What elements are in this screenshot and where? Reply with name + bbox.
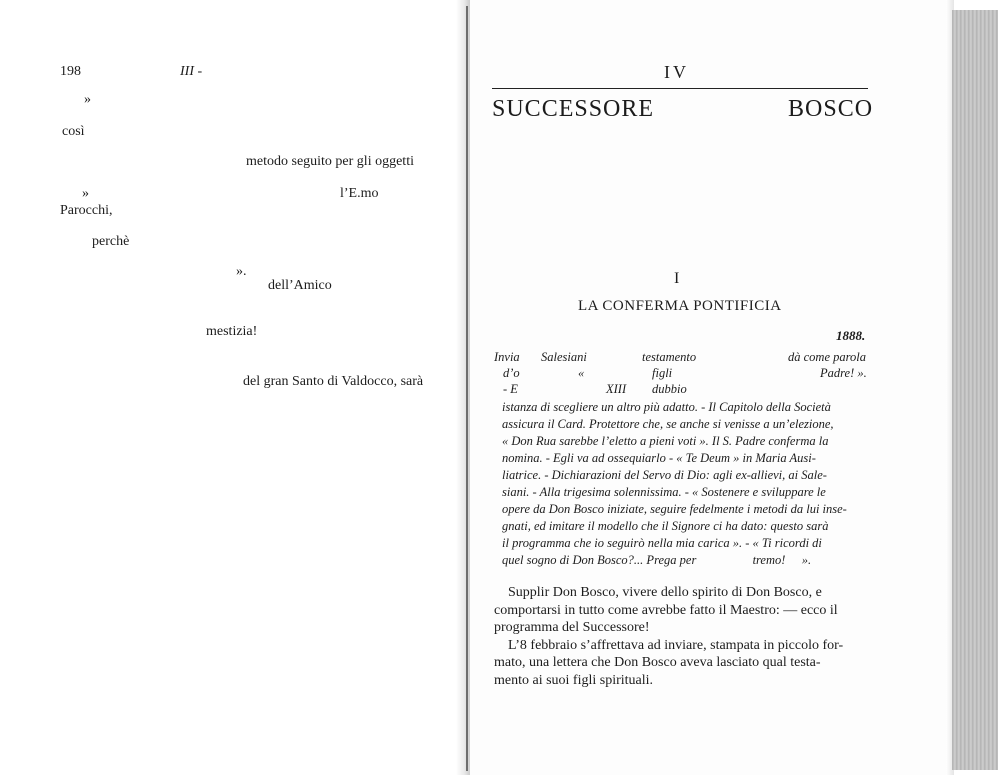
year-label: 1888. — [836, 328, 866, 343]
summary-fragment: XIII — [606, 382, 627, 396]
summary-fragment: testamento — [642, 350, 697, 364]
chapter-title-left: SUCCESSORE — [492, 96, 655, 122]
summary-fragment: - E — [503, 382, 518, 396]
header-rule — [492, 88, 868, 89]
body-line: mento ai suoi figli spirituali. — [494, 672, 654, 688]
text-fragment: » — [82, 186, 89, 201]
summary-fragment: dà come parola — [788, 350, 866, 364]
chapter-title-right: BOSCO — [788, 96, 874, 122]
summary-line: gnati, ed imitare il modello che il Signore ci ha dato: questo sarà — [502, 519, 829, 533]
body-text — [494, 584, 870, 689]
summary-line-last — [494, 552, 870, 569]
left-page — [0, 0, 466, 775]
summary-line: siani. - Alla trigesima solennissima. - « Sostenere e sviluppare le — [502, 485, 826, 499]
text-fragment: Parocchi, — [60, 203, 113, 218]
summary-line: opere da Don Bosco iniziate, seguire fedelmente i metodi da lui inse- — [502, 502, 847, 516]
gutter-line — [466, 6, 468, 771]
section-number: I — [674, 270, 680, 287]
text-fragment: ». — [236, 264, 247, 279]
chapter-number: IV — [664, 62, 689, 82]
page-number: 198 — [60, 64, 81, 79]
body-line: Supplir Don Bosco, vivere dello spirito di Don Bosco, e — [508, 585, 822, 600]
body-line: mato, una lettera che Don Bosco aveva lasciato qual testa- — [494, 655, 821, 670]
text-fragment: così — [62, 124, 85, 139]
summary-fragment: figli — [652, 366, 673, 380]
text-fragment: mestizia! — [206, 324, 258, 339]
summary-fragment: tremo! — [752, 553, 786, 567]
summary-fragment: dubbio — [652, 382, 687, 396]
chapter-summary — [494, 399, 870, 569]
text-fragment: perchè — [92, 234, 130, 249]
text-fragment: » — [84, 92, 91, 107]
summary-fragment: quel sogno di Don Bosco?... Prega per — [502, 553, 697, 567]
summary-fragment: « — [578, 366, 585, 380]
summary-fragment: Invia — [494, 350, 520, 364]
summary-line: istanza di scegliere un altro più adatto. - Il Capitolo della Società — [502, 400, 831, 414]
summary-fragment: ». — [801, 553, 812, 567]
summary-fragment: Padre! ». — [820, 366, 867, 380]
text-fragment: del gran Santo di Valdocco, sarà — [243, 374, 424, 389]
summary-line: il programma che io seguirò nella mia carica ». - « Ti ricordi di — [502, 536, 822, 550]
body-line: L’8 febbraio s’affrettava ad inviare, stampata in piccolo for- — [508, 637, 844, 653]
summary-line: nomina. - Egli va ad ossequiarlo - « Te Deum » in Maria Ausi- — [502, 451, 816, 465]
section-heading: LA CONFERMA PONTIFICIA — [578, 298, 782, 314]
body-line: programma del Successore! — [494, 620, 650, 635]
text-fragment: l’E.mo — [340, 186, 379, 201]
summary-line: « Don Rua sarebbe l’eletto a pieni voti ». Il S. Padre conferma la — [502, 434, 829, 448]
summary-fragment: Salesiani — [541, 350, 587, 364]
summary-line: assicura il Card. Protettore che, se anche si venisse a un’elezione, — [502, 417, 834, 431]
running-head: III - — [180, 64, 203, 79]
body-line: comportarsi in tutto come avrebbe fatto il Maestro: — ecco il — [494, 602, 838, 618]
summary-fragment: d’o — [503, 366, 520, 380]
book-page-edge — [952, 10, 998, 770]
text-fragment: dell’Amico — [268, 278, 332, 293]
text-fragment: metodo seguito per gli oggetti — [246, 154, 414, 169]
summary-line: liatrice. - Dichiarazioni del Servo di Dio: agli ex-allievi, ai Sale- — [502, 468, 827, 482]
